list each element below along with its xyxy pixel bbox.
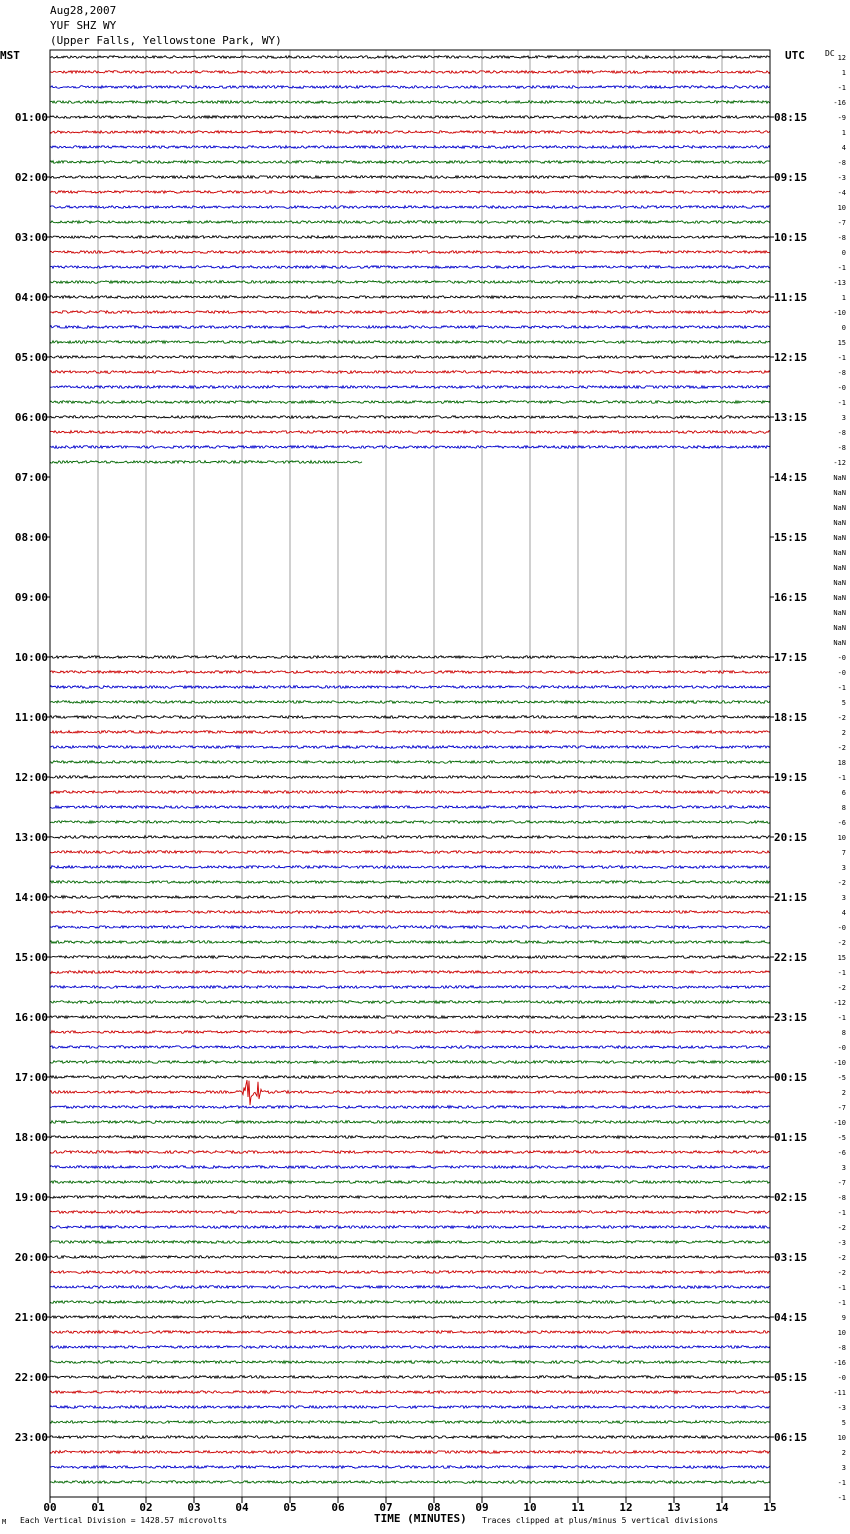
trace-line <box>50 686 770 689</box>
dc-offset-label: 9 <box>841 1314 846 1322</box>
trace-line <box>50 101 770 104</box>
trace-line <box>50 266 770 269</box>
dc-offset-label: -11 <box>833 1389 846 1397</box>
x-tick-label: 01 <box>91 1501 105 1514</box>
mst-hour-label: 16:00 <box>14 1011 48 1024</box>
utc-hour-label: 12:15 <box>774 351 808 364</box>
mst-hour-label: 03:00 <box>14 231 48 244</box>
dc-offset-label: NaN <box>833 594 846 602</box>
x-tick-label: 08 <box>427 1501 441 1514</box>
utc-hour-label: 23:15 <box>774 1011 808 1024</box>
trace-line <box>50 956 770 959</box>
dc-offset-label: NaN <box>833 519 846 527</box>
utc-hour-label: 15:15 <box>774 531 808 544</box>
x-tick-label: 11 <box>571 1501 585 1514</box>
right-timezone-label: UTC <box>785 49 805 62</box>
trace-line <box>50 161 770 164</box>
utc-hour-label: 01:15 <box>774 1131 808 1144</box>
dc-offset-label: -5 <box>837 1074 846 1082</box>
trace-line <box>50 236 770 239</box>
dc-offset-label: 15 <box>837 339 846 347</box>
trace-line <box>50 731 770 734</box>
dc-offset-label: 0 <box>841 324 846 332</box>
dc-offset-label: 4 <box>841 909 846 917</box>
dc-offset-label: -7 <box>837 1104 846 1112</box>
trace-line <box>50 1196 770 1199</box>
trace-line <box>50 401 770 404</box>
dc-offset-label: 1 <box>841 129 846 137</box>
trace-line <box>50 671 770 674</box>
trace-line <box>50 806 770 809</box>
dc-offset-label: -16 <box>833 1359 846 1367</box>
dc-offset-label: 10 <box>837 1329 846 1337</box>
trace-line <box>50 716 770 719</box>
mst-hour-label: 18:00 <box>14 1131 48 1144</box>
dc-offset-label: -8 <box>837 234 846 242</box>
dc-offset-label: -1 <box>837 1299 846 1307</box>
trace-line <box>50 176 770 179</box>
trace-line <box>50 656 770 659</box>
trace-line <box>50 941 770 944</box>
mst-hour-label: 02:00 <box>14 171 48 184</box>
dc-offset-label: -16 <box>833 99 846 107</box>
dc-offset-label: 8 <box>841 804 846 812</box>
dc-offset-label: -12 <box>833 999 846 1007</box>
x-tick-label: 13 <box>667 1501 681 1514</box>
x-tick-label: 04 <box>235 1501 249 1514</box>
dc-offset-label: -1 <box>837 684 846 692</box>
dc-offset-label: -9 <box>837 114 846 122</box>
mst-hour-label: 13:00 <box>14 831 48 844</box>
dc-offset-label: 12 <box>837 54 846 62</box>
dc-offset-label: -2 <box>837 879 846 887</box>
utc-hour-label: 11:15 <box>774 291 808 304</box>
utc-hour-label: 10:15 <box>774 231 808 244</box>
dc-offset-label: -1 <box>837 1494 846 1502</box>
dc-offset-header: DC <box>825 49 835 58</box>
dc-offset-label: 3 <box>841 894 846 902</box>
trace-line <box>50 1391 770 1394</box>
utc-hour-label: 22:15 <box>774 951 808 964</box>
trace-line <box>50 221 770 224</box>
mst-hour-label: 07:00 <box>14 471 48 484</box>
trace-line <box>50 851 770 854</box>
trace-line <box>50 1436 770 1439</box>
dc-offset-label: -2 <box>837 714 846 722</box>
dc-offset-label: -2 <box>837 1224 846 1232</box>
trace-line <box>50 281 770 284</box>
trace-line <box>50 416 770 419</box>
trace-line <box>50 911 770 914</box>
header-date: Aug28,2007 <box>50 4 117 17</box>
trace-line <box>50 1286 770 1289</box>
dc-offset-label: -3 <box>837 1404 846 1412</box>
trace-line <box>50 746 770 749</box>
utc-hour-label: 21:15 <box>774 891 808 904</box>
trace-line <box>50 461 362 464</box>
trace-line <box>50 1076 770 1079</box>
trace-line <box>50 821 770 824</box>
x-tick-label: 14 <box>715 1501 729 1514</box>
utc-hour-label: 17:15 <box>774 651 808 664</box>
trace-line <box>50 1466 770 1469</box>
trace-line <box>50 296 770 299</box>
dc-offset-label: 10 <box>837 1434 846 1442</box>
trace-line <box>50 1016 770 1019</box>
utc-hour-label: 09:15 <box>774 171 808 184</box>
trace-line <box>50 116 770 119</box>
dc-offset-label: 10 <box>837 204 846 212</box>
dc-offset-label: -10 <box>833 1059 846 1067</box>
trace-line <box>50 1346 770 1349</box>
dc-offset-label: 3 <box>841 1164 846 1172</box>
trace-line <box>50 1376 770 1379</box>
utc-hour-label: 03:15 <box>774 1251 808 1264</box>
left-timezone-label: MST <box>0 49 20 62</box>
trace-line <box>50 131 770 134</box>
trace-line <box>50 371 770 374</box>
mst-hour-label: 17:00 <box>14 1071 48 1084</box>
dc-offset-label: -1 <box>837 1014 846 1022</box>
x-tick-label: 09 <box>475 1501 489 1514</box>
trace-line <box>50 206 770 209</box>
utc-hour-label: 19:15 <box>774 771 808 784</box>
mst-hour-label: 06:00 <box>14 411 48 424</box>
dc-offset-label: 3 <box>841 1464 846 1472</box>
dc-offset-label: -1 <box>837 1479 846 1487</box>
dc-offset-label: -2 <box>837 1254 846 1262</box>
trace-line <box>50 926 770 929</box>
dc-offset-label: -3 <box>837 174 846 182</box>
x-tick-label: 07 <box>379 1501 393 1514</box>
dc-offset-label: -8 <box>837 429 846 437</box>
utc-hour-label: 14:15 <box>774 471 808 484</box>
trace-line <box>50 1211 770 1214</box>
dc-offset-label: -10 <box>833 1119 846 1127</box>
utc-hour-label: 18:15 <box>774 711 808 724</box>
dc-offset-label: NaN <box>833 579 846 587</box>
dc-offset-label: NaN <box>833 639 846 647</box>
dc-offset-label: -0 <box>837 654 846 662</box>
trace-line <box>50 971 770 974</box>
dc-offset-label: NaN <box>833 624 846 632</box>
trace-line <box>50 341 770 344</box>
trace-line <box>50 986 770 989</box>
trace-line <box>50 881 770 884</box>
x-tick-label: 05 <box>283 1501 297 1514</box>
dc-offset-label: 0 <box>841 249 846 257</box>
dc-offset-label: -0 <box>837 669 846 677</box>
trace-line <box>50 896 770 899</box>
trace-line <box>50 356 770 359</box>
dc-offset-label: -8 <box>837 1194 846 1202</box>
dc-offset-label: -2 <box>837 744 846 752</box>
dc-offset-label: 5 <box>841 699 846 707</box>
dc-offset-label: -0 <box>837 1044 846 1052</box>
trace-line <box>50 71 770 74</box>
trace-line <box>50 1271 770 1274</box>
dc-offset-label: 8 <box>841 1029 846 1037</box>
trace-line <box>50 1080 770 1105</box>
trace-line <box>50 1331 770 1334</box>
trace-line <box>50 1361 770 1364</box>
dc-offset-label: -8 <box>837 444 846 452</box>
trace-line <box>50 386 770 389</box>
trace-line <box>50 1451 770 1454</box>
dc-offset-label: 4 <box>841 144 846 152</box>
mst-hour-label: 23:00 <box>14 1431 48 1444</box>
trace-line <box>50 1256 770 1259</box>
dc-offset-label: -0 <box>837 384 846 392</box>
dc-offset-label: -2 <box>837 984 846 992</box>
trace-line <box>50 791 770 794</box>
dc-offset-label: 3 <box>841 864 846 872</box>
trace-line <box>50 1121 770 1124</box>
x-tick-label: 10 <box>523 1501 537 1514</box>
trace-line <box>50 1226 770 1229</box>
dc-offset-label: -13 <box>833 279 846 287</box>
trace-line <box>50 1046 770 1049</box>
mst-hour-label: 14:00 <box>14 891 48 904</box>
dc-offset-label: 1 <box>841 294 846 302</box>
x-tick-label: 12 <box>619 1501 633 1514</box>
trace-line <box>50 1406 770 1409</box>
trace-line <box>50 1181 770 1184</box>
dc-offset-label: -1 <box>837 84 846 92</box>
trace-line <box>50 56 770 59</box>
dc-offset-label: -1 <box>837 774 846 782</box>
dc-offset-label: NaN <box>833 504 846 512</box>
dc-offset-label: -6 <box>837 819 846 827</box>
mst-hour-label: 12:00 <box>14 771 48 784</box>
trace-line <box>50 761 770 764</box>
trace-line <box>50 1481 770 1484</box>
x-tick-label: 02 <box>139 1501 153 1514</box>
mst-hour-label: 22:00 <box>14 1371 48 1384</box>
dc-offset-label: -0 <box>837 1374 846 1382</box>
trace-line <box>50 1166 770 1169</box>
x-tick-label: 00 <box>43 1501 57 1514</box>
mst-hour-label: 20:00 <box>14 1251 48 1264</box>
dc-offset-label: -8 <box>837 369 846 377</box>
trace-line <box>50 446 770 449</box>
dc-offset-label: 6 <box>841 789 846 797</box>
dc-offset-label: -2 <box>837 939 846 947</box>
dc-offset-label: -4 <box>837 189 846 197</box>
x-tick-label: 15 <box>763 1501 777 1514</box>
trace-line <box>50 251 770 254</box>
dc-offset-label: 3 <box>841 414 846 422</box>
dc-offset-label: -7 <box>837 219 846 227</box>
trace-line <box>50 146 770 149</box>
footer-corner-mark: M <box>2 1518 7 1526</box>
mst-hour-label: 09:00 <box>14 591 48 604</box>
dc-offset-label: 1 <box>841 69 846 77</box>
dc-offset-label: NaN <box>833 609 846 617</box>
trace-line <box>50 776 770 779</box>
utc-hour-label: 04:15 <box>774 1311 808 1324</box>
trace-line <box>50 1421 770 1424</box>
dc-offset-label: -1 <box>837 1284 846 1292</box>
trace-line <box>50 836 770 839</box>
trace-line <box>50 326 770 329</box>
dc-offset-label: -8 <box>837 1344 846 1352</box>
trace-line <box>50 1001 770 1004</box>
dc-offset-label: 5 <box>841 1419 846 1427</box>
dc-offset-label: -5 <box>837 1134 846 1142</box>
mst-hour-label: 21:00 <box>14 1311 48 1324</box>
utc-hour-label: 00:15 <box>774 1071 808 1084</box>
trace-line <box>50 1316 770 1319</box>
dc-offset-label: -12 <box>833 459 846 467</box>
dc-offset-label: -8 <box>837 159 846 167</box>
trace-line <box>50 431 770 434</box>
x-tick-label: 06 <box>331 1501 345 1514</box>
trace-line <box>50 191 770 194</box>
mst-hour-label: 15:00 <box>14 951 48 964</box>
trace-line <box>50 86 770 89</box>
dc-offset-label: -2 <box>837 1269 846 1277</box>
dc-offset-label: -0 <box>837 924 846 932</box>
trace-line <box>50 311 770 314</box>
dc-offset-label: -3 <box>837 1239 846 1247</box>
trace-line <box>50 701 770 704</box>
x-axis-title: TIME (MINUTES) <box>374 1512 467 1525</box>
trace-line <box>50 1031 770 1034</box>
dc-offset-label: 15 <box>837 954 846 962</box>
dc-offset-label: -7 <box>837 1179 846 1187</box>
mst-hour-label: 01:00 <box>14 111 48 124</box>
trace-line <box>50 1241 770 1244</box>
dc-offset-label: NaN <box>833 549 846 557</box>
trace-line <box>50 1136 770 1139</box>
dc-offset-label: -1 <box>837 399 846 407</box>
trace-line <box>50 866 770 869</box>
trace-line <box>50 1106 770 1109</box>
mst-hour-label: 05:00 <box>14 351 48 364</box>
dc-offset-label: NaN <box>833 489 846 497</box>
dc-offset-label: 7 <box>841 849 846 857</box>
utc-hour-label: 13:15 <box>774 411 808 424</box>
dc-offset-label: 2 <box>841 1089 846 1097</box>
trace-line <box>50 1151 770 1154</box>
dc-offset-label: -1 <box>837 969 846 977</box>
utc-hour-label: 08:15 <box>774 111 808 124</box>
dc-offset-label: -1 <box>837 354 846 362</box>
mst-hour-label: 08:00 <box>14 531 48 544</box>
dc-offset-label: NaN <box>833 474 846 482</box>
mst-hour-label: 10:00 <box>14 651 48 664</box>
utc-hour-label: 06:15 <box>774 1431 808 1444</box>
dc-offset-label: 18 <box>837 759 846 767</box>
dc-offset-label: -10 <box>833 309 846 317</box>
utc-hour-label: 05:15 <box>774 1371 808 1384</box>
dc-offset-label: NaN <box>833 564 846 572</box>
utc-hour-label: 20:15 <box>774 831 808 844</box>
header-station: YUF SHZ WY <box>50 19 117 32</box>
footer-scale-note: Each Vertical Division = 1428.57 microvolts <box>20 1516 228 1525</box>
dc-offset-label: -1 <box>837 1209 846 1217</box>
utc-hour-label: 02:15 <box>774 1191 808 1204</box>
mst-hour-label: 11:00 <box>14 711 48 724</box>
mst-hour-label: 04:00 <box>14 291 48 304</box>
dc-offset-label: 2 <box>841 729 846 737</box>
dc-offset-label: -1 <box>837 264 846 272</box>
dc-offset-label: 10 <box>837 834 846 842</box>
mst-hour-label: 19:00 <box>14 1191 48 1204</box>
trace-line <box>50 1061 770 1064</box>
utc-hour-label: 16:15 <box>774 591 808 604</box>
dc-offset-label: -6 <box>837 1149 846 1157</box>
trace-line <box>50 1301 770 1304</box>
dc-offset-label: NaN <box>833 534 846 542</box>
footer-clip-note: Traces clipped at plus/minus 5 vertical divisions <box>482 1516 719 1525</box>
x-tick-label: 03 <box>187 1501 201 1514</box>
header-location: (Upper Falls, Yellowstone Park, WY) <box>50 34 282 47</box>
dc-offset-label: 2 <box>841 1449 846 1457</box>
